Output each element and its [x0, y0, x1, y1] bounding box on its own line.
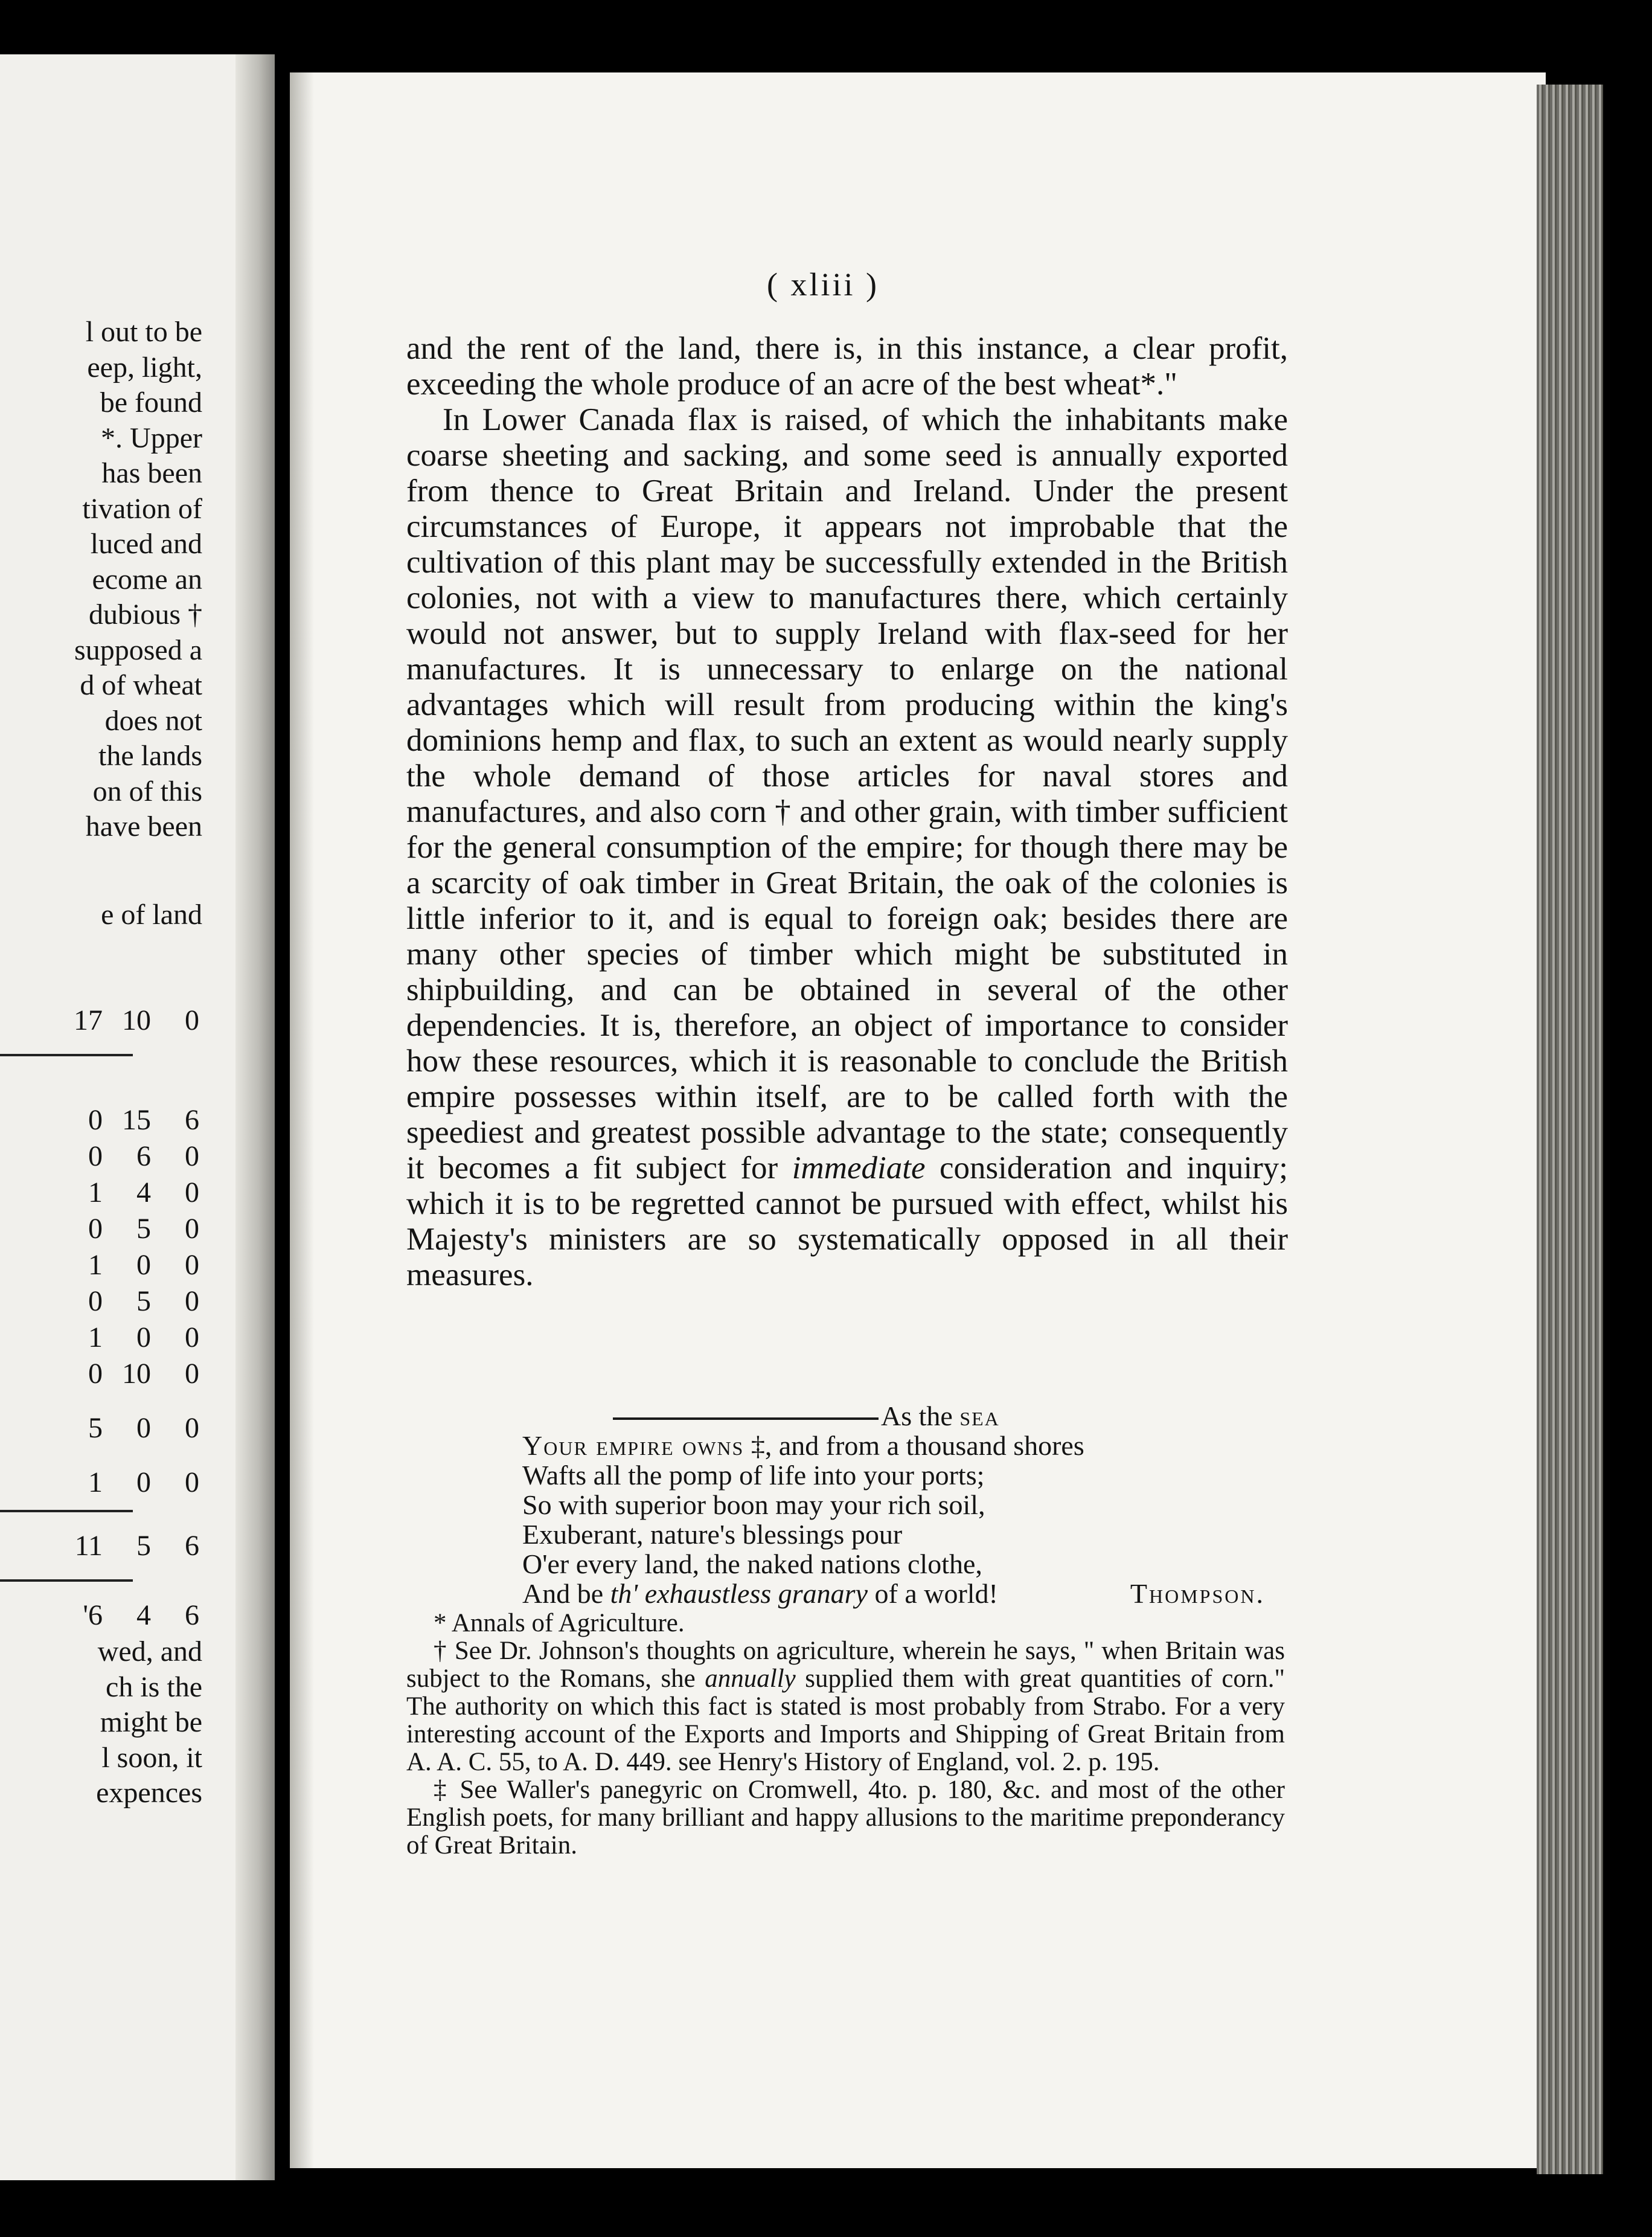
left-line-5: has been	[101, 457, 202, 489]
body-text	[406, 331, 1288, 1293]
left-row-9-col-2: 0	[136, 1412, 151, 1444]
left-grand-row-col-2: 4	[136, 1599, 151, 1631]
left-line-11: d of wheat	[80, 669, 202, 701]
paragraph-1: and the rent of the land, there is, in this instance, a clear profit, exceeding the whole produce of an acre of the best wheat*."	[406, 331, 1288, 402]
left-row-4-col-3: 0	[185, 1213, 199, 1245]
poem-line-1	[522, 1431, 1301, 1460]
left-row-9	[54, 1410, 199, 1446]
poem-line-5: O'er every land, the naked nations clothe,	[522, 1549, 982, 1579]
left-total-row-col-1: 17	[74, 1004, 103, 1036]
footnote-dagger-emphasis: annually	[705, 1664, 796, 1693]
poem-line-4: Exuberant, nature's blessings pour	[522, 1519, 903, 1550]
left-row-2-col-1: 0	[88, 1140, 103, 1172]
left-row-5	[54, 1247, 199, 1283]
left-page-gutter-shadow	[235, 54, 275, 2180]
poem-line-6-a: And be	[522, 1578, 604, 1609]
page-number: ( xliii )	[767, 266, 879, 303]
left-tail-line-5: expences	[96, 1777, 202, 1809]
left-line-8: ecome an	[92, 563, 202, 595]
left-line-9: dubious †	[88, 599, 202, 631]
left-row-2-col-3: 0	[185, 1140, 199, 1172]
left-row-7	[54, 1320, 199, 1356]
left-line-14: on of this	[92, 775, 202, 807]
poem-line-1-rest: ‡, and from a thousand shores	[744, 1430, 1084, 1461]
left-rule-2	[0, 1510, 133, 1512]
left-line-3: be found	[100, 387, 202, 419]
left-line-13: the lands	[98, 740, 202, 772]
left-row-1-col-2: 15	[122, 1104, 151, 1136]
left-tail-line-1: wed, and	[97, 1635, 202, 1667]
left-row-9-col-3: 0	[185, 1412, 199, 1444]
left-line-15: have been	[85, 810, 202, 842]
left-row-3-col-2: 4	[136, 1176, 151, 1208]
paragraph-2	[406, 402, 1288, 1293]
left-row-8-col-1: 0	[88, 1358, 103, 1390]
poem-lead-dash	[613, 1417, 879, 1420]
poem-line-6	[522, 1579, 1301, 1608]
left-row-6	[54, 1283, 199, 1320]
paragraph-2-part-b: consideration and inquiry; which it is to be regretted cannot be pursued with effect, whilst his Majesty's ministers are so systematically opposed in all their measures.	[406, 1151, 1288, 1292]
left-row-1-col-1: 0	[88, 1104, 103, 1136]
left-sum-row-col-3: 6	[185, 1530, 199, 1562]
left-total-row-col-3: 0	[185, 1004, 199, 1036]
left-row-6-col-2: 5	[136, 1285, 151, 1317]
left-sum-row	[54, 1528, 199, 1564]
left-row-5-col-2: 0	[136, 1249, 151, 1281]
left-row-8-col-2: 10	[122, 1358, 151, 1390]
left-row-4-col-1: 0	[88, 1213, 103, 1245]
footnote-double-dagger: ‡ See Waller's panegyric on Cromwell, 4to. p. 180, &c. and most of the other English poets, for many brilliant and happy allusions to the maritime preponderancy of Great Britain.	[406, 1776, 1285, 1860]
paragraph-2-emphasis: immediate	[792, 1151, 926, 1186]
left-row-4	[54, 1211, 199, 1247]
left-row-1-col-3: 6	[185, 1104, 199, 1136]
left-row-3-col-3: 0	[185, 1176, 199, 1208]
left-row-5-col-3: 0	[185, 1249, 199, 1281]
footnote-star: * Annals of Agriculture.	[434, 1609, 685, 1637]
poem-lead-text: As the	[881, 1401, 953, 1431]
left-row-8	[54, 1356, 199, 1392]
left-grand-row-col-3: 6	[185, 1599, 199, 1631]
footnote-dagger-b: supplied them with great quantities of corn." The authority on which this fact is stated is most probably from Strabo. For a very interesting account of the Exports and Imports and Shipping of Great Britain from A. A. C. 55, to A. D. 449. see Henry's History of England, vol. 2. p. 195.	[406, 1664, 1285, 1776]
left-row-2	[54, 1138, 199, 1175]
poem-lead-line	[522, 1401, 1301, 1431]
poem-line-6-b: of a world!	[874, 1578, 998, 1609]
left-row-6-col-1: 0	[88, 1285, 103, 1317]
paragraph-2-part-a: In Lower Canada flax is raised, of which the inhabitants make coarse sheeting and sacking, and some seed is annually exported from thence to Great Britain and Ireland. Under the present circumstances of Europe, it appears not improbable that the cultivation of this plant may be successfully extended in the British colonies, not with a view to manufactures there, which certainly would not answer, but to supply Ireland with flax-seed for her manufactures. It is unnecessary to enlarge on the national advantages which will result from producing within the king's dominions hemp and flax, to such an extent as would nearly supply the whole demand of those articles for naval stores and manufactures, and also corn † and other grain, with timber sufficient for the general consumption of the empire; for though there may be a scarcity of oak timber in Great Britain, the oak of the colonies is little inferior to it, and is equal to foreign oak; besides there are many other species of timber which might be substituted in shipbuilding, and can be obtained in several of the other dependencies. It is, therefore, an object of importance to consider how these resources, which it is reasonable to conclude the British empire possesses within itself, are to be called forth with the speediest and greatest possible advantage to the state; consequently it becomes a fit subject for	[406, 402, 1288, 1186]
left-row-5-col-1: 1	[88, 1249, 103, 1281]
footnote-dagger	[406, 1637, 1285, 1776]
left-row-4-col-2: 5	[136, 1213, 151, 1245]
left-row-7-col-2: 0	[136, 1321, 151, 1353]
left-sum-row-col-2: 5	[136, 1530, 151, 1562]
left-row-10-col-3: 0	[185, 1466, 199, 1498]
left-line-10: supposed a	[74, 634, 202, 666]
left-line-7: luced and	[90, 528, 202, 560]
left-grand-row-col-1: '6	[83, 1599, 103, 1631]
left-row-10-col-2: 0	[136, 1466, 151, 1498]
left-row-8-col-3: 0	[185, 1358, 199, 1390]
poem-quotation	[522, 1401, 1301, 1608]
page-stack-edge	[1537, 85, 1603, 2174]
poem-line-2: Wafts all the pomp of life into your ports;	[522, 1460, 985, 1491]
left-row-7-col-3: 0	[185, 1321, 199, 1353]
left-grand-row	[54, 1597, 199, 1634]
left-subhead: e of land	[101, 899, 202, 931]
left-tail-line-3: might be	[100, 1706, 202, 1738]
left-line-2: eep, light,	[87, 351, 202, 384]
poem-lead-smallcaps: sea	[959, 1401, 1000, 1431]
poem-line-1-smallcaps: Your empire owns	[522, 1430, 744, 1461]
left-row-7-col-1: 1	[88, 1321, 103, 1353]
footnote-dagger-a: † See Dr. Johnson's thoughts on agriculture, wherein he says, " when Britain was subject to the Romans, she	[406, 1637, 1285, 1693]
left-row-3	[54, 1175, 199, 1211]
left-total-row	[54, 1003, 199, 1039]
left-rule-1	[0, 1054, 133, 1056]
left-line-1: l out to be	[85, 316, 202, 348]
left-rule-3	[0, 1579, 133, 1582]
left-facing-page	[0, 54, 275, 2180]
left-row-10	[54, 1465, 199, 1501]
left-tail-line-2: ch is the	[106, 1671, 202, 1703]
left-row-6-col-3: 0	[185, 1285, 199, 1317]
left-row-9-col-1: 5	[88, 1412, 103, 1444]
left-line-4: *. Upper	[101, 422, 202, 454]
inner-gutter-shadow	[290, 72, 314, 2168]
left-row-1	[54, 1102, 199, 1138]
left-row-10-col-1: 1	[88, 1466, 103, 1498]
left-line-12: does not	[104, 704, 202, 737]
poem-line-3: So with superior boon may your rich soil,	[522, 1489, 985, 1520]
left-tail-line-4: l soon, it	[101, 1741, 202, 1774]
footnotes	[406, 1610, 1285, 1860]
left-sum-row-col-1: 11	[74, 1530, 103, 1562]
poem-attribution: Thompson.	[1130, 1578, 1265, 1609]
left-row-2-col-2: 6	[136, 1140, 151, 1172]
left-total-row-col-2: 10	[122, 1004, 151, 1036]
poem-line-6-emphasis: th' exhaustless granary	[610, 1578, 868, 1609]
left-row-3-col-1: 1	[88, 1176, 103, 1208]
left-line-6: tivation of	[82, 492, 202, 525]
